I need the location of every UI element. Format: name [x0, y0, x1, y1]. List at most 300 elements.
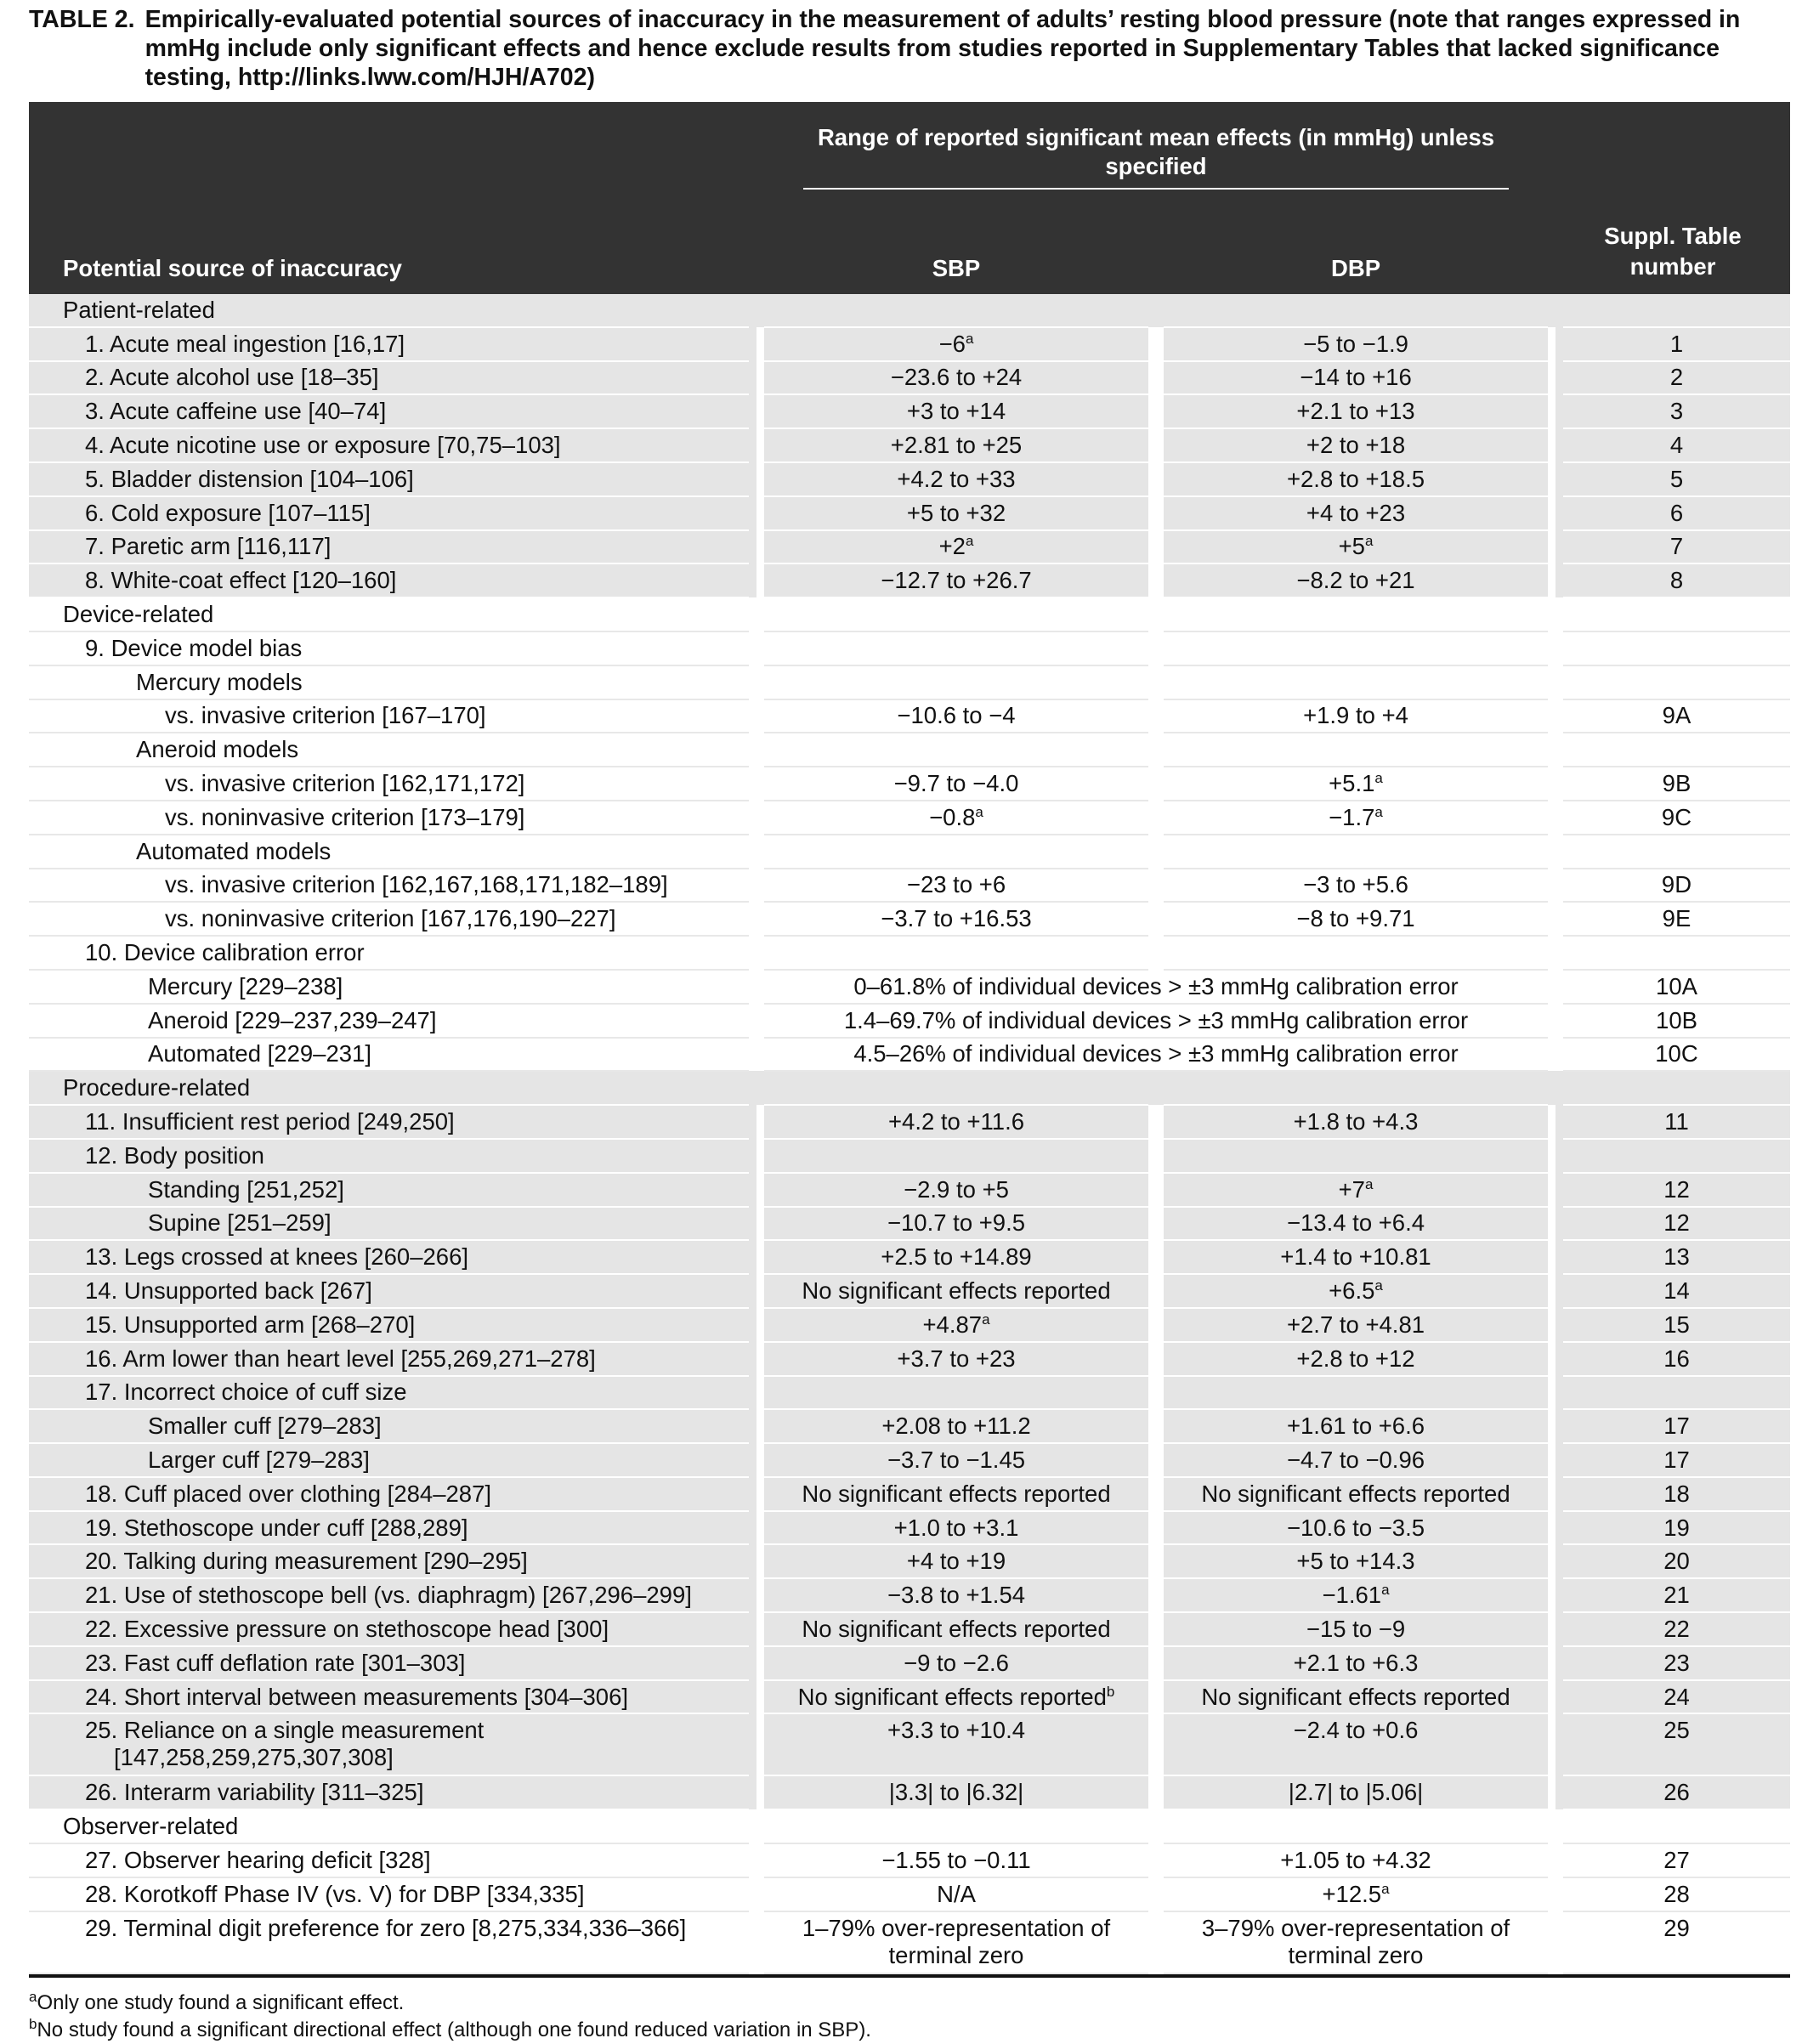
row-label-text: 18. Cuff placed over clothing [284–287]	[85, 1480, 492, 1507]
value-cell	[756, 1544, 1156, 1578]
suppl-table-number: 18	[1556, 1477, 1790, 1511]
dbp-value: +1.8 to +4.3	[1293, 1108, 1419, 1135]
value-cell	[756, 1713, 1156, 1775]
table-row	[29, 1612, 1790, 1646]
section-row	[29, 294, 1790, 327]
table-row	[29, 1877, 1790, 1911]
row-label	[29, 936, 756, 970]
suppl-table-number	[1556, 1376, 1790, 1410]
source-column-header: Potential source of inaccuracy	[29, 201, 756, 294]
row-label	[29, 902, 756, 936]
sbp-value: No significant effects reported	[797, 1683, 1107, 1710]
row-label-text: Aneroid models	[136, 736, 299, 763]
table-row	[29, 1038, 1790, 1072]
row-label	[29, 1274, 756, 1308]
value-cell	[1156, 1612, 1556, 1646]
value-cell	[756, 733, 1156, 767]
dbp-value: No significant effects reported	[1201, 1480, 1510, 1507]
value-cell	[1156, 462, 1556, 496]
sbp-value: +3 to +14	[906, 398, 1006, 425]
row-label	[29, 1409, 756, 1443]
row-label-text: vs. invasive criterion [162,171,172]	[165, 770, 525, 797]
footnote-mark: a	[982, 1311, 990, 1328]
value-cell	[1156, 1376, 1556, 1410]
section-row	[29, 597, 1790, 631]
value-cell	[1156, 1843, 1556, 1877]
section-row	[29, 1809, 1790, 1843]
value-cell	[756, 1139, 1156, 1173]
sbp-value: +5 to +32	[906, 499, 1006, 526]
suppl-table-number: 6	[1556, 496, 1790, 530]
value-cell	[756, 1877, 1156, 1911]
dbp-value: +2.1 to +6.3	[1293, 1649, 1419, 1676]
footnote-a: $^a$Only one study found a significant effect.	[29, 1988, 405, 2014]
dbp-value: +1.4 to +10.81	[1280, 1243, 1431, 1271]
sbp-value: |3.3| to |6.32|	[888, 1779, 1024, 1806]
table-row	[29, 1207, 1790, 1241]
value-cell	[1156, 1877, 1556, 1911]
value-cell	[1156, 1544, 1556, 1578]
dbp-value: +4 to +23	[1306, 499, 1406, 526]
sbp-value: −10.7 to +9.5	[887, 1209, 1026, 1237]
value-cell	[756, 496, 1156, 530]
value-cell	[1156, 1477, 1556, 1511]
table-row	[29, 1240, 1790, 1274]
row-label	[29, 1443, 756, 1477]
sbp-value: 1–79% over-representation of	[802, 1914, 1111, 1941]
row-label	[29, 835, 756, 869]
row-label	[29, 1511, 756, 1545]
value-cell	[1156, 936, 1556, 970]
suppl-table-number: 19	[1556, 1511, 1790, 1545]
value-cell	[756, 1443, 1156, 1477]
row-label	[29, 1544, 756, 1578]
row-label	[29, 1105, 756, 1139]
sbp-value: −3.7 to +16.53	[881, 905, 1032, 932]
row-label	[29, 970, 756, 1004]
sbp-value: +2	[938, 533, 966, 560]
table-row	[29, 1376, 1790, 1410]
dbp-value: −8 to +9.71	[1296, 905, 1415, 932]
section-title: Observer-related	[29, 1809, 1790, 1843]
table-row	[29, 1274, 1790, 1308]
row-label-text: 25. Reliance on a single measurement	[85, 1717, 484, 1744]
table-caption-text: Empirically-evaluated potential sources of inaccuracy in the measurement of adults’ resting blood pressure (note that ranges expressed in mmHg include only significant effects and hence exclude results from studies reported in Supplementary Tables that lacked significance testing, http://links.lww.com/HJH/A702)	[144, 6, 1741, 91]
row-label	[29, 665, 756, 699]
footnote-mark: a	[1374, 803, 1383, 820]
value-cell	[756, 869, 1156, 903]
suppl-table-number: 10A	[1556, 970, 1790, 1004]
value-cell	[756, 801, 1156, 835]
data-table	[29, 102, 1790, 1974]
value-cell	[1156, 1911, 1556, 1973]
footnote-mark: a	[1374, 1277, 1383, 1294]
row-label	[29, 1713, 756, 1775]
suppl-table-number: 28	[1556, 1877, 1790, 1911]
dbp-value: +2.7 to +4.81	[1286, 1311, 1425, 1338]
value-cell	[756, 902, 1156, 936]
suppl-table-number: 21	[1556, 1578, 1790, 1612]
suppl-table-number: 9D	[1556, 869, 1790, 903]
sbp-value: −3.7 to −1.45	[887, 1446, 1026, 1473]
row-label	[29, 1004, 756, 1038]
value-cell	[756, 1911, 1156, 1973]
row-label-text: 4. Acute nicotine use or exposure [70,75–103]	[85, 432, 561, 459]
suppl-table-number: 2	[1556, 361, 1790, 395]
row-label-text: 1. Acute meal ingestion [16,17]	[85, 330, 405, 357]
table-row	[29, 631, 1790, 665]
sbp-value: −0.8	[929, 803, 976, 830]
table-row	[29, 1105, 1790, 1139]
row-label	[29, 563, 756, 597]
suppl-table-number: 11	[1556, 1105, 1790, 1139]
dbp-value: −3 to +5.6	[1303, 871, 1408, 898]
row-label	[29, 1911, 756, 1973]
value-cell	[756, 835, 1156, 869]
suppl-table-number: 25	[1556, 1713, 1790, 1775]
value-cell	[1156, 835, 1556, 869]
row-label-text: 27. Observer hearing deficit [328]	[85, 1846, 431, 1873]
value-cell	[756, 428, 1156, 462]
dbp-value: +1.61 to +6.6	[1286, 1413, 1425, 1440]
sbp-value: +1.0 to +3.1	[893, 1514, 1019, 1541]
value-cell	[1156, 1511, 1556, 1545]
suppl-table-number: 12	[1556, 1173, 1790, 1207]
row-label	[29, 1240, 756, 1274]
sbp-value: −2.9 to +5	[904, 1175, 1009, 1203]
sbp-value: −9.7 to −4.0	[893, 770, 1019, 797]
suppl-table-number: 20	[1556, 1544, 1790, 1578]
dbp-value: +6.5	[1329, 1277, 1375, 1304]
table-row	[29, 869, 1790, 903]
value-cell	[1156, 1308, 1556, 1342]
row-label	[29, 767, 756, 801]
value-cell	[1156, 1646, 1556, 1680]
suppl-table-number: 3	[1556, 394, 1790, 428]
dbp-value: −2.4 to +0.6	[1293, 1717, 1419, 1744]
suppl-table-number: 23	[1556, 1646, 1790, 1680]
dbp-column-header: DBP	[1156, 201, 1556, 294]
row-label	[29, 1038, 756, 1072]
dbp-value: +2 to +18	[1306, 432, 1406, 459]
row-label	[29, 869, 756, 903]
value-cell	[1156, 1713, 1556, 1775]
sbp-value: −3.8 to +1.54	[887, 1582, 1026, 1609]
dbp-value: +5.1	[1329, 770, 1375, 797]
table-row	[29, 496, 1790, 530]
dbp-value: −13.4 to +6.4	[1286, 1209, 1425, 1237]
dbp-value: +7	[1338, 1175, 1365, 1203]
row-label-text: 9. Device model bias	[85, 634, 303, 661]
table-label: TABLE 2.	[29, 6, 135, 33]
value-cell	[756, 1342, 1156, 1376]
dbp-value: +2.8 to +18.5	[1286, 465, 1425, 492]
suppl-table-number	[1556, 665, 1790, 699]
dbp-value: −1.61	[1322, 1582, 1382, 1609]
row-label-text: 2. Acute alcohol use [18–35]	[85, 364, 379, 391]
row-label-text: 12. Body position	[85, 1141, 264, 1169]
row-label	[29, 1308, 756, 1342]
table-row	[29, 1004, 1790, 1038]
sbp-value: +2.08 to +11.2	[881, 1413, 1031, 1440]
suppl-table-number: 13	[1556, 1240, 1790, 1274]
suppl-table-number: 17	[1556, 1443, 1790, 1477]
value-cell	[1156, 361, 1556, 395]
suppl-table-number: 5	[1556, 462, 1790, 496]
table-row	[29, 902, 1790, 936]
table-body	[29, 294, 1790, 1973]
table-row	[29, 767, 1790, 801]
sbp-value: +4.87	[922, 1311, 983, 1338]
table-row	[29, 835, 1790, 869]
dbp-value: −15 to −9	[1306, 1615, 1406, 1642]
suppl-table-number: 7	[1556, 530, 1790, 564]
row-label	[29, 1775, 756, 1809]
value-cell	[1156, 801, 1556, 835]
value-cell	[756, 1680, 1156, 1714]
row-label-text: Mercury [229–238]	[148, 972, 343, 999]
sbp-value: N/A	[937, 1880, 976, 1907]
suppl-table-number: 9E	[1556, 902, 1790, 936]
row-label	[29, 394, 756, 428]
row-label-text: 28. Korotkoff Phase IV (vs. V) for DBP [334,335]	[85, 1880, 585, 1907]
table-row	[29, 1578, 1790, 1612]
dbp-value-line2: terminal zero	[1288, 1941, 1424, 1968]
row-label	[29, 1173, 756, 1207]
footnote-mark: b	[1106, 1683, 1115, 1700]
footnote-mark: a	[965, 533, 974, 550]
dbp-value: No significant effects reported	[1201, 1683, 1510, 1710]
table-row	[29, 327, 1790, 361]
suppl-table-number	[1556, 936, 1790, 970]
value-cell	[756, 1207, 1156, 1241]
row-label	[29, 530, 756, 564]
suppl-column-header: Suppl. Table number	[1556, 201, 1790, 294]
dbp-value: |2.7| to |5.06|	[1288, 1779, 1424, 1806]
value-cell	[756, 1511, 1156, 1545]
value-cell	[1156, 1274, 1556, 1308]
row-label-text: 13. Legs crossed at knees [260–266]	[85, 1243, 469, 1271]
row-label	[29, 1477, 756, 1511]
value-cell	[1156, 327, 1556, 361]
value-cell	[1156, 699, 1556, 733]
row-label	[29, 631, 756, 665]
row-label-text: Standing [251,252]	[148, 1175, 344, 1203]
sbp-value: +4.2 to +11.6	[887, 1108, 1025, 1135]
row-label	[29, 1680, 756, 1714]
row-label-text: 22. Excessive pressure on stethoscope head [300]	[85, 1615, 609, 1642]
sbp-value: No significant effects reported	[802, 1480, 1111, 1507]
value-cell	[1156, 902, 1556, 936]
calibration-span-cell: 4.5–26% of individual devices > ±3 mmHg calibration error	[756, 1038, 1556, 1072]
row-label-text: 5. Bladder distension [104–106]	[85, 465, 414, 492]
value-cell	[1156, 767, 1556, 801]
calibration-span-cell: 1.4–69.7% of individual devices > ±3 mmHg calibration error	[756, 1004, 1556, 1038]
suppl-table-number: 4	[1556, 428, 1790, 462]
sbp-value: −23 to +6	[906, 871, 1006, 898]
section-title: Procedure-related	[29, 1071, 1790, 1105]
sbp-column-header: SBP	[756, 201, 1156, 294]
dbp-value: −4.7 to −0.96	[1286, 1446, 1425, 1473]
row-label-text: 26. Interarm variability [311–325]	[85, 1779, 424, 1806]
table-caption	[29, 0, 1790, 92]
value-cell	[756, 1843, 1156, 1877]
row-label-text: 29. Terminal digit preference for zero [8,275,334,336–366]	[85, 1914, 687, 1941]
row-label-text: vs. noninvasive criterion [167,176,190–227]	[165, 905, 616, 932]
row-label-text: 15. Unsupported arm [268–270]	[85, 1311, 416, 1338]
value-cell	[1156, 733, 1556, 767]
section-row	[29, 1071, 1790, 1105]
dbp-value: +1.05 to +4.32	[1280, 1846, 1431, 1873]
table-row	[29, 801, 1790, 835]
row-label-text: 16. Arm lower than heart level [255,269,271–278]	[85, 1345, 596, 1372]
row-label-text: 8. White-coat effect [120–160]	[85, 567, 397, 594]
value-cell	[1156, 1105, 1556, 1139]
value-cell	[756, 1775, 1156, 1809]
row-label-text: Mercury models	[136, 668, 303, 695]
row-label-text: 19. Stethoscope under cuff [288,289]	[85, 1514, 468, 1541]
dbp-value: −5 to −1.9	[1303, 330, 1408, 357]
row-label-text: 17. Incorrect choice of cuff size	[85, 1379, 407, 1406]
footnote-mark: a	[975, 803, 983, 820]
suppl-table-number: 1	[1556, 327, 1790, 361]
row-label-text: Smaller cuff [279–283]	[148, 1413, 382, 1440]
table-row	[29, 1713, 1790, 1775]
table-row	[29, 1775, 1790, 1809]
suppl-table-number: 14	[1556, 1274, 1790, 1308]
sbp-value: −23.6 to +24	[890, 364, 1023, 391]
value-cell	[1156, 530, 1556, 564]
suppl-table-number: 26	[1556, 1775, 1790, 1809]
value-cell	[756, 1477, 1156, 1511]
table-row	[29, 1646, 1790, 1680]
suppl-table-number: 29	[1556, 1911, 1790, 1973]
dbp-value: 3–79% over-representation of	[1201, 1914, 1510, 1941]
row-label	[29, 1578, 756, 1612]
sbp-value: +3.3 to +10.4	[887, 1717, 1026, 1744]
value-cell	[756, 1274, 1156, 1308]
value-cell	[1156, 869, 1556, 903]
value-cell	[1156, 665, 1556, 699]
range-group-header: Range of reported significant mean effects (in mmHg) unless specified	[756, 102, 1556, 201]
table-row	[29, 530, 1790, 564]
row-label-text: 21. Use of stethoscope bell (vs. diaphragm) [267,296–299]	[85, 1582, 692, 1609]
table-row	[29, 733, 1790, 767]
row-label-text: Automated [229–231]	[148, 1040, 371, 1067]
suppl-table-number	[1556, 631, 1790, 665]
sbp-value: −10.6 to −4	[897, 702, 1016, 729]
row-label-text: 20. Talking during measurement [290–295]	[85, 1548, 528, 1575]
value-cell	[756, 1409, 1156, 1443]
row-label-text: Aneroid [229–237,239–247]	[148, 1006, 437, 1033]
table-row	[29, 970, 1790, 1004]
section-title: Patient-related	[29, 294, 1790, 327]
section-title: Device-related	[29, 597, 1790, 631]
suppl-table-number: 17	[1556, 1409, 1790, 1443]
footnotes	[29, 1990, 1790, 2044]
footnote-mark: a	[1374, 769, 1383, 786]
row-label	[29, 361, 756, 395]
row-label	[29, 699, 756, 733]
value-cell	[756, 394, 1156, 428]
value-cell	[756, 631, 1156, 665]
footnote-mark: a	[1364, 533, 1374, 550]
row-label-text: vs. noninvasive criterion [173–179]	[165, 803, 525, 830]
sbp-value: −9 to −2.6	[904, 1649, 1009, 1676]
value-cell	[756, 1376, 1156, 1410]
dbp-value: −14 to +16	[1300, 364, 1412, 391]
value-cell	[756, 1173, 1156, 1207]
table-row	[29, 1911, 1790, 1973]
row-label-text: vs. invasive criterion [162,167,168,171,182–189]	[165, 871, 668, 898]
dbp-value: +2.8 to +12	[1296, 1345, 1415, 1372]
value-cell	[756, 665, 1156, 699]
row-label-text: vs. invasive criterion [167–170]	[165, 702, 486, 729]
sbp-value: +2.5 to +14.89	[881, 1243, 1032, 1271]
sbp-value: +4.2 to +33	[897, 465, 1016, 492]
row-label	[29, 327, 756, 361]
suppl-table-number: 27	[1556, 1843, 1790, 1877]
row-label	[29, 1612, 756, 1646]
table-bottom-rule	[29, 1974, 1790, 1978]
row-label	[29, 1843, 756, 1877]
value-cell	[1156, 1409, 1556, 1443]
table-row	[29, 665, 1790, 699]
table-row	[29, 1409, 1790, 1443]
value-cell	[1156, 1173, 1556, 1207]
row-label	[29, 1877, 756, 1911]
value-cell	[1156, 1240, 1556, 1274]
row-label	[29, 462, 756, 496]
sbp-value: −12.7 to +26.7	[881, 567, 1032, 594]
suppl-table-number: 12	[1556, 1207, 1790, 1241]
value-cell	[756, 767, 1156, 801]
suppl-table-number: 24	[1556, 1680, 1790, 1714]
row-label	[29, 428, 756, 462]
value-cell	[756, 1612, 1156, 1646]
dbp-value: +1.9 to +4	[1303, 702, 1408, 729]
value-cell	[1156, 1207, 1556, 1241]
value-cell	[1156, 1139, 1556, 1173]
value-cell	[1156, 428, 1556, 462]
footnote-b: $^b$No study found a significant directional effect (although one found reduced variation in SBP).	[29, 2015, 871, 2041]
row-label	[29, 1342, 756, 1376]
sbp-value: No significant effects reported	[802, 1615, 1111, 1642]
suppl-table-number: 9C	[1556, 801, 1790, 835]
table-row	[29, 699, 1790, 733]
footnote-mark: a	[965, 330, 974, 347]
row-label-text: 24. Short interval between measurements [304–306]	[85, 1683, 628, 1710]
value-cell	[756, 462, 1156, 496]
row-label-text: Automated models	[136, 837, 332, 864]
value-cell	[756, 936, 1156, 970]
sbp-value: +4 to +19	[906, 1548, 1006, 1575]
suppl-table-number: 16	[1556, 1342, 1790, 1376]
row-label	[29, 1646, 756, 1680]
value-cell	[1156, 563, 1556, 597]
suppl-table-number: 15	[1556, 1308, 1790, 1342]
table-row	[29, 1308, 1790, 1342]
value-cell	[756, 1646, 1156, 1680]
row-label-text: Larger cuff [279–283]	[148, 1446, 370, 1473]
row-label-text: 6. Cold exposure [107–115]	[85, 499, 371, 526]
dbp-value: +5	[1338, 533, 1365, 560]
row-label-text: 3. Acute caffeine use [40–74]	[85, 398, 387, 425]
row-label-text: 7. Paretic arm [116,117]	[85, 533, 332, 560]
value-cell	[756, 1578, 1156, 1612]
value-cell	[756, 530, 1156, 564]
value-cell	[1156, 631, 1556, 665]
